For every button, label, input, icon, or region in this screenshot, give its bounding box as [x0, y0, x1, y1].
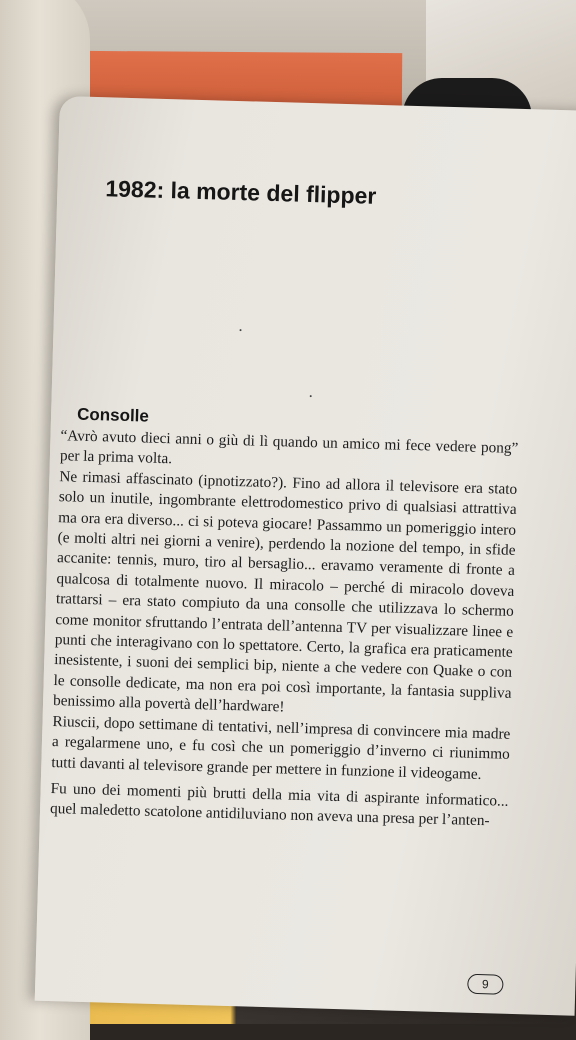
- book-page: [35, 96, 576, 1016]
- section-title: Consolle: [76, 404, 150, 426]
- body-text: [50, 426, 519, 832]
- paragraph: Riuscii, dopo settimane di tentativi, nell’impresa di convincere mia madre a regalarmene uno, e fu così che un pomeriggio d’inverno ci riunimmo tutti davanti al televisore grande per mettere in funzione il videogame.: [51, 712, 511, 783]
- paper-speck: [240, 329, 242, 331]
- page-number: 9: [467, 974, 504, 995]
- paper-speck: [310, 395, 312, 397]
- paragraph: Fu uno dei momenti più brutti della mia vita di aspirante informatico... quel maledetto scatolone antidiluviano non aveva una presa per l’anten-: [49, 779, 509, 830]
- paragraph: “Avrò avuto dieci anni o giù di lì quando un amico mi fece vedere pong” per la prima volta.: [59, 427, 519, 468]
- paragraph: Ne rimasi affascinato (ipnotizzato?). Fino ad allora il televisore era stato solo un inutile, ingombrante elettrodomestico privo di qualsiasi attrattiva ma ora era diverso... ci si poteva giocare! Passammo un pomeriggio intero (e molti altri nei giorni a venire), perdendo la nozione del tempo, in sfide accanite: tennis, muro, tiro al bersaglio... eravamo veramente di fronte a qualcosa di totalmente nuovo. Il miracolo – perché di miracolo doveva trattarsi – era stato compiuto da una consolle che utilizzava lo schermo come monitor sfruttando l’entrata dell’antenna TV per visualizzare linee e punti che interagivano con lo spettatore. Certo, la grafica era praticamente inesistente, i suoni dei semplici bip, niente a che vedere con Quake o con le consolle dedicate, ma non era poi così importante, la fantasia suppliva benissimo alla povertà dell’hardware!: [52, 467, 518, 716]
- chapter-title: 1982: la morte del flipper: [105, 175, 377, 209]
